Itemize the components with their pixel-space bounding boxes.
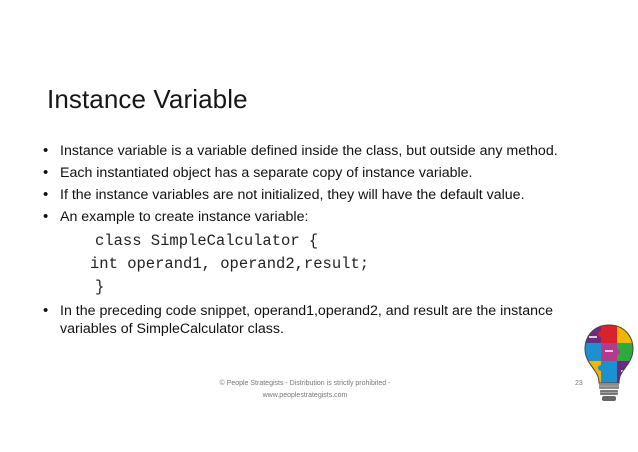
code-line: } [95, 278, 105, 296]
bullet-item [42, 164, 602, 182]
bullet-text: Each instantiated object has a separate copy of instance variable. [60, 165, 473, 181]
lightbulb-puzzle-logo-icon [583, 323, 635, 409]
slide-content [42, 142, 602, 342]
bullet-text: In the preceding code snippet, operand1,operand2, and result are the instance variables of SimpleCalculator class. [60, 303, 553, 337]
bullet-item [42, 186, 602, 204]
bullet-text: Instance variable is a variable defined inside the class, but outside any method. [60, 143, 558, 159]
bullet-item [42, 302, 602, 338]
bullet-symbol: • [43, 186, 49, 203]
slide-title: Instance Variable [47, 84, 248, 114]
code-line: int operand1, operand2,result; [90, 255, 370, 273]
bullet-item [42, 208, 602, 226]
code-snippet [42, 230, 602, 299]
footer-copyright [200, 378, 410, 402]
footer-line: © People Strategists - Distribution is strictly prohibited - [219, 380, 391, 387]
footer-line: www.peoplestrategists.com [262, 392, 348, 399]
bullet-text: An example to create instance variable: [60, 209, 309, 225]
bullet-symbol: • [43, 164, 49, 181]
code-line: class SimpleCalculator { [95, 232, 319, 250]
bullet-symbol: • [43, 302, 49, 319]
bullet-text: If the instance variables are not initialized, they will have the default value. [60, 187, 525, 203]
page-number: 23 [575, 380, 583, 387]
bullet-item [42, 142, 602, 160]
bullet-symbol: • [43, 142, 49, 159]
bullet-symbol: • [43, 208, 49, 225]
